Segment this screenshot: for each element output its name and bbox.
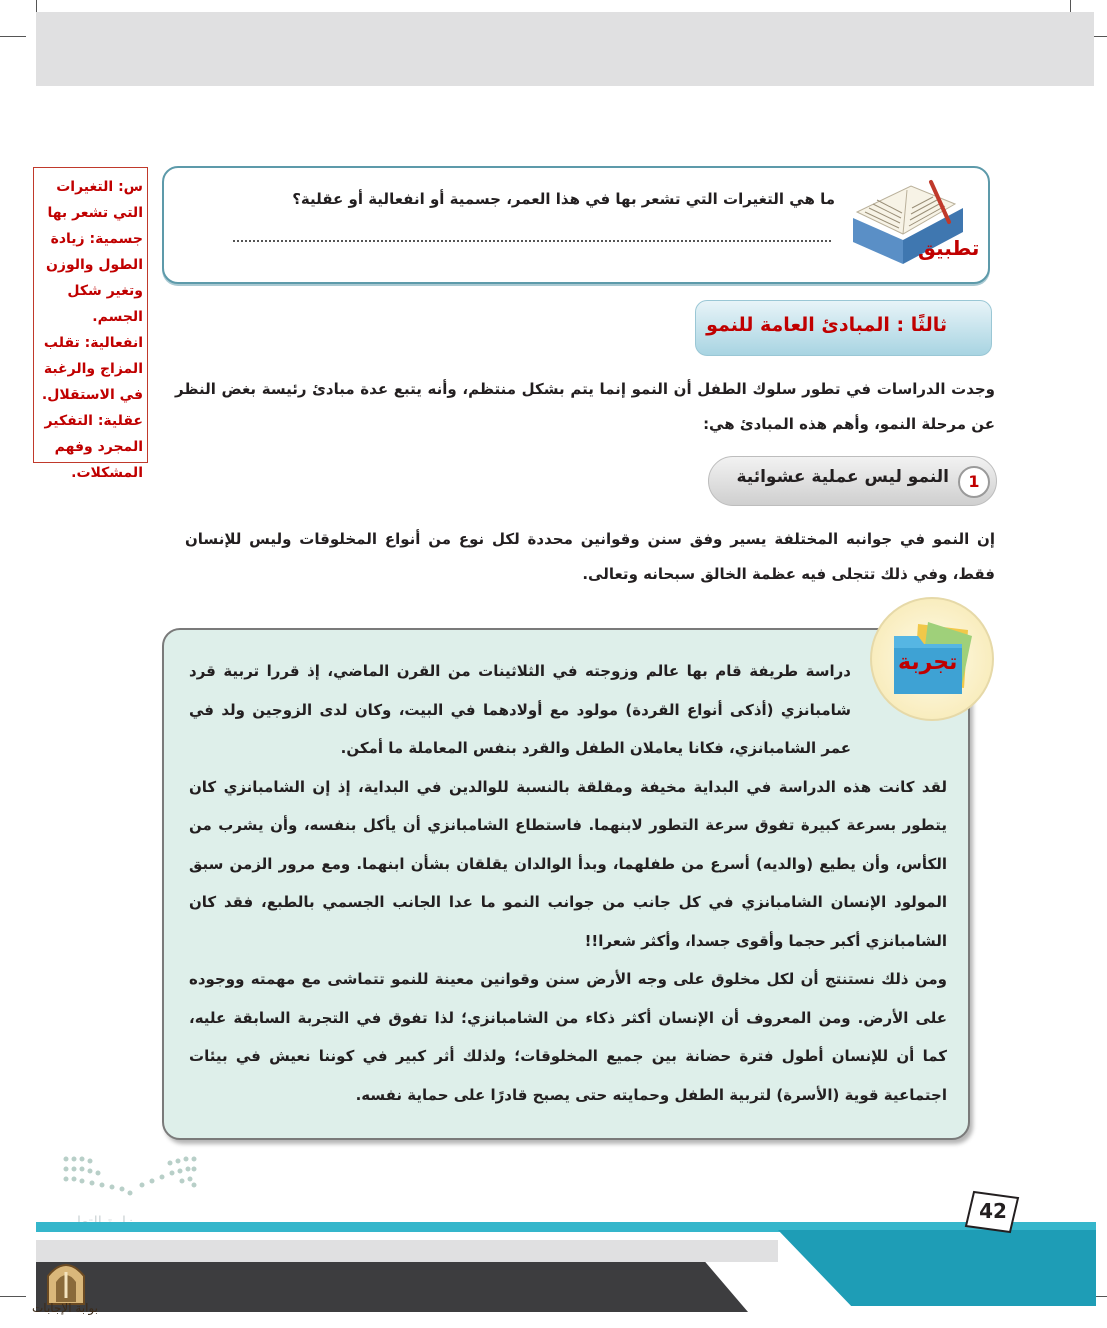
crop-mark — [0, 36, 26, 37]
footer-stripe-light — [36, 1240, 778, 1262]
experiment-paragraph: دراسة طريفة قام بها عالم وزوجته في الثلاثينات من القرن الماضي، إذ قررا تربية قرد شامبانزي (أذكى أنواع القردة) مولود مع أولادهما في البيت، وكان لدى الزوجين ولد في عمر الشامبانزي، فكانا يعاملان الطفل والقرد بنفس المعاملة ما أمكن. — [189, 662, 851, 757]
principle-number-badge: 1 — [958, 466, 990, 498]
footer-stripe-teal — [778, 1230, 1096, 1306]
crop-mark — [0, 1296, 26, 1297]
experiment-paragraph: لقد كانت هذه الدراسة في البداية مخيفة ومقلقة بالنسبة للوالدين في البداية، إذ إن الشامبانزي كان يتطور بسرعة كبيرة تفوق سرعة التطور لابنهما. فاستطاع الشامبانزي أن يأكل بنفسه، وأن يشرب من الكأس، وأن يطيع (والديه) أسرع من طفلهما، وبدأ الوالدان يقلقان بشأن ابنهما. ومع مرور الزمن سبق المولود الإنسان الشامبانزي في كل جانب من جوانب النمو ما عدا الجانب الجسمي بالطبع، فقد كان الشامبانزي أكبر حجما وأقوى جسدا، وأكثر شعرا!! — [189, 777, 947, 950]
ministry-logo-icon — [62, 1155, 198, 1197]
answer-note — [33, 167, 148, 481]
intro-paragraph: وجدت الدراسات في تطور سلوك الطفل أن النمو إنما يتم بشكل منتظم، وأنه يتبع عدة مبادئ رئيسة بغض النظر عن مرحلة النمو، وأهم هذه المبادئ هي: — [175, 380, 995, 433]
answer-line: انفعالية: تقلب المزاج والرغبة في الاستقلال. — [41, 335, 143, 403]
watermark-text: بوابة الإجابات — [32, 1301, 99, 1315]
experiment-paragraph: ومن ذلك نستنتج أن لكل مخلوق على وجه الأرض سنن وقوانين معينة للنمو تتماشى مع مهمته ووجوده على الأرض. ومن المعروف أن الإنسان أكثر ذكاء من الشامبانزي؛ لذا تفوق في التجربة السابقة عليه، كما أن للإنسان أطول فترة حضانة بين جميع المخلوقات؛ ولذلك أثر كبير في كوننا نعيش في بيئات اجتماعية قوية (الأسرة) لتربية الطفل وحمايته حتى يصبح قادرًا على حماية نفسه. — [189, 970, 947, 1104]
answer-line-dotted[interactable] — [233, 240, 831, 242]
footer-stripe-dark — [36, 1262, 748, 1312]
answer-line: س: التغيرات التي تشعر بها — [47, 179, 143, 221]
header-band — [36, 12, 1094, 86]
section-title: ثالثًا : المبادئ العامة للنمو — [706, 314, 947, 336]
application-label: تطبيق — [918, 236, 980, 260]
page-number: 42 — [979, 1199, 1007, 1223]
answer-line: عقلية: التفكير المجرد وفهم المشكلات. — [44, 413, 143, 481]
principle-paragraph: إن النمو في جوانبه المختلفة يسير وفق سنن وقوانين محددة لكل نوع من أنواع المخلوقات وليس للإنسان فقط، وفي ذلك تتجلى فيه عظمة الخالق سبحانه وتعالى. — [185, 530, 995, 583]
answer-line: جسمية: زيادة الطول والوزن وتغير شكل الجسم. — [45, 231, 143, 325]
watermark-emblem-icon — [44, 1258, 88, 1306]
experiment-label: تجربة — [898, 650, 958, 675]
principle-title: النمو ليس عملية عشوائية — [736, 467, 949, 487]
experiment-text — [189, 652, 947, 1114]
application-question: ما هي التغيرات التي تشعر بها في هذا العمر، جسمية أو انفعالية أو عقلية؟ — [292, 190, 835, 208]
